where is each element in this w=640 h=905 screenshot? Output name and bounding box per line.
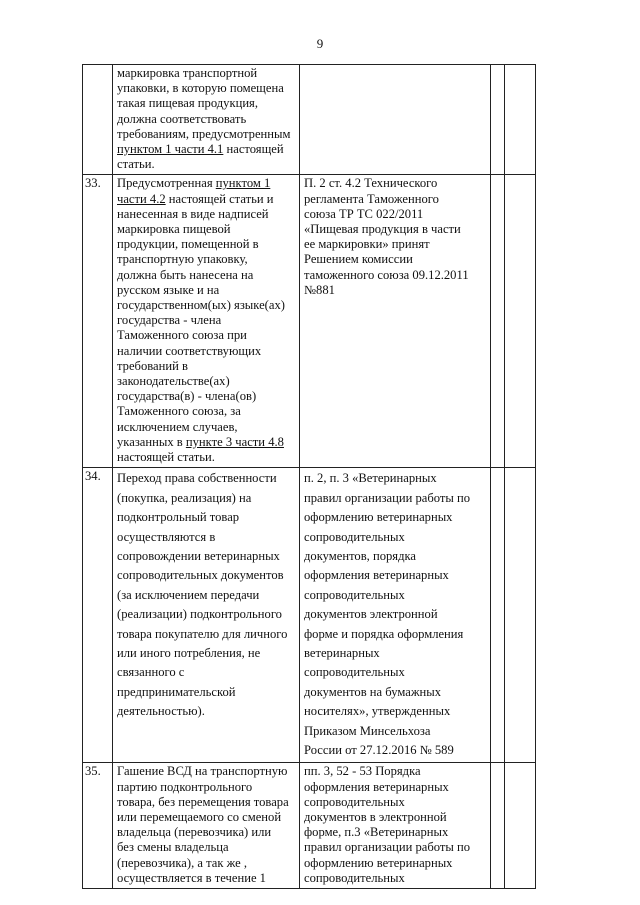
text-line <box>117 237 295 252</box>
text-line <box>304 702 486 721</box>
text-segment: настоящей статьи и <box>165 191 274 206</box>
text-line <box>117 825 295 840</box>
row-number <box>83 65 113 175</box>
text-line <box>304 605 486 624</box>
text-segment: оформления ветеринарных <box>304 779 449 794</box>
table-row <box>83 468 536 763</box>
text-segment: оформлению ветеринарных <box>304 855 453 870</box>
text-segment: или иного потребления, не <box>117 645 261 660</box>
text-segment: государственном(ых) языке(ах) <box>117 298 285 313</box>
text-line <box>304 489 486 508</box>
text-line <box>117 66 295 81</box>
text-line <box>117 222 295 237</box>
text-segment: правил организации работы по <box>304 490 471 505</box>
text-segment: документов электронной <box>304 607 438 622</box>
text-segment: ветеринарных <box>304 645 380 660</box>
text-segment: сопровождении ветеринарных <box>117 548 280 563</box>
text-segment: сопроводительных <box>304 587 405 602</box>
text-segment: исключением случаев, <box>117 419 238 434</box>
text-segment: настоящей <box>223 142 284 157</box>
text-segment: осуществляется в течение 1 <box>117 870 266 885</box>
empty-cell <box>505 763 536 889</box>
text-segment: (покупка, реализация) на <box>117 490 252 505</box>
text-line <box>304 764 486 779</box>
text-line <box>117 764 295 779</box>
table-row <box>83 763 536 889</box>
text-line <box>117 142 295 157</box>
text-line <box>117 283 295 298</box>
text-segment: таможенного союза 09.12.2011 <box>304 267 469 282</box>
text-line <box>117 81 295 96</box>
text-line <box>117 192 295 207</box>
text-line <box>117 298 295 313</box>
text-segment: предпринимательской <box>117 684 236 699</box>
text-line <box>117 856 295 871</box>
reference-link-text: части 4.2 <box>117 191 166 206</box>
text-segment: форме, п.3 «Ветеринарных <box>304 825 449 840</box>
text-segment: Предусмотренная <box>117 176 216 191</box>
text-line <box>304 176 486 191</box>
text-segment: партию подконтрольного <box>117 779 253 794</box>
text-line <box>117 780 295 795</box>
text-line <box>304 207 486 222</box>
text-line <box>117 450 295 465</box>
text-segment: №881 <box>304 282 335 297</box>
text-segment: связанного с <box>117 665 185 680</box>
text-line <box>117 840 295 855</box>
text-segment: сопроводительных <box>304 794 405 809</box>
text-line <box>304 780 486 795</box>
text-line <box>304 663 486 682</box>
text-segment: пп. 3, 52 - 53 Порядка <box>304 764 421 779</box>
text-segment: правил организации работы по <box>304 840 471 855</box>
text-segment: статьи. <box>117 157 155 172</box>
text-line <box>304 237 486 252</box>
empty-cell <box>491 65 505 175</box>
text-line <box>117 795 295 810</box>
text-segment: должна быть нанесена на <box>117 267 254 282</box>
text-segment: (реализации) подконтрольного <box>117 607 282 622</box>
text-segment: регламента Таможенного <box>304 191 439 206</box>
text-segment: (за исключением передачи <box>117 587 260 602</box>
text-segment: настоящей статьи. <box>117 450 215 465</box>
table-body <box>83 65 536 889</box>
text-line <box>304 795 486 810</box>
text-segment: документов в электронной <box>304 809 447 824</box>
text-segment: законодательстве(ах) <box>117 374 230 389</box>
text-line <box>117 644 295 663</box>
text-line <box>117 328 295 343</box>
text-line <box>117 683 295 702</box>
text-line <box>117 96 295 111</box>
text-line <box>304 283 486 298</box>
text-segment: наличии соответствующих <box>117 343 262 358</box>
text-segment: указанных в <box>117 434 186 449</box>
text-segment: подконтрольный товар <box>117 510 240 525</box>
text-segment: оформлению ветеринарных <box>304 510 453 525</box>
text-segment: сопроводительных <box>304 529 405 544</box>
text-segment: союза ТР ТС 022/2011 <box>304 206 424 221</box>
text-line <box>117 663 295 682</box>
text-segment: государства(в) - члена(ов) <box>117 389 257 404</box>
text-segment: Таможенного союза, за <box>117 404 241 419</box>
text-line <box>117 435 295 450</box>
text-segment: Приказом Минсельхоза <box>304 723 431 738</box>
empty-cell <box>505 468 536 763</box>
row-number: 33. <box>83 175 113 468</box>
text-line <box>117 702 295 721</box>
empty-cell <box>505 65 536 175</box>
text-line <box>117 112 295 127</box>
text-line <box>117 374 295 389</box>
text-line <box>304 469 486 488</box>
text-line <box>304 644 486 663</box>
text-line <box>304 252 486 267</box>
text-line <box>117 127 295 142</box>
row-number: 34. <box>83 468 113 763</box>
legal-source-cell <box>300 763 491 889</box>
text-line <box>117 871 295 886</box>
legal-source-cell <box>300 468 491 763</box>
text-line <box>304 625 486 644</box>
text-line <box>117 489 295 508</box>
text-line <box>304 566 486 585</box>
text-segment: п. 2, п. 3 «Ветеринарных <box>304 471 437 486</box>
text-line <box>117 157 295 172</box>
text-segment: требований в <box>117 358 188 373</box>
text-line <box>117 566 295 585</box>
reference-link-text: пункте 3 части 4.8 <box>185 434 284 449</box>
text-segment: Таможенного союза при <box>117 328 247 343</box>
text-line <box>304 268 486 283</box>
table-row <box>83 175 536 468</box>
text-line <box>304 508 486 527</box>
empty-cell <box>491 763 505 889</box>
text-line <box>117 586 295 605</box>
text-line <box>117 810 295 825</box>
text-segment: должна соответствовать <box>117 111 247 126</box>
text-line <box>117 420 295 435</box>
text-line <box>304 871 486 886</box>
text-segment: форме и порядка оформления <box>304 626 464 641</box>
text-line <box>117 252 295 267</box>
requirement-cell <box>113 468 300 763</box>
text-line <box>117 176 295 191</box>
text-segment: маркировка пищевой <box>117 222 231 237</box>
text-line <box>117 344 295 359</box>
text-segment: маркировка транспортной <box>117 66 258 80</box>
reference-link-text: пунктом 1 части 4.1 <box>117 142 224 157</box>
text-line <box>117 389 295 404</box>
text-segment: такая пищевая продукция, <box>117 96 258 111</box>
requirement-cell <box>113 175 300 468</box>
text-line <box>117 528 295 547</box>
text-segment: транспортную упаковку, <box>117 252 248 267</box>
legal-source-cell <box>300 175 491 468</box>
text-line <box>117 508 295 527</box>
empty-cell <box>491 468 505 763</box>
text-line <box>304 586 486 605</box>
text-line <box>117 207 295 222</box>
text-segment: сопроводительных <box>304 870 405 885</box>
row-number: 35. <box>83 763 113 889</box>
text-segment: документов на бумажных <box>304 684 442 699</box>
text-line <box>304 683 486 702</box>
text-segment: П. 2 ст. 4.2 Технического <box>304 176 438 191</box>
reference-link-text: пунктом 1 <box>215 176 271 191</box>
text-segment: России от 27.12.2016 № 589 <box>304 742 454 757</box>
legal-source-cell <box>300 65 491 175</box>
text-line <box>304 192 486 207</box>
text-segment: упаковки, в которую помещена <box>117 81 284 96</box>
text-line <box>304 722 486 741</box>
text-line <box>304 825 486 840</box>
requirement-cell <box>113 763 300 889</box>
text-segment: нанесенная в виде надписей <box>117 206 269 221</box>
text-line <box>304 547 486 566</box>
text-line <box>117 313 295 328</box>
text-segment: оформления ветеринарных <box>304 568 449 583</box>
text-segment: документов, порядка <box>304 548 417 563</box>
requirement-cell <box>113 65 300 175</box>
text-line <box>117 359 295 374</box>
text-segment: Переход права собственности <box>117 471 277 486</box>
text-segment: товара покупателю для личного <box>117 626 288 641</box>
text-line <box>117 469 295 488</box>
text-line <box>304 856 486 871</box>
text-segment: товара, без перемещения товара <box>117 794 289 809</box>
text-segment: сопроводительных документов <box>117 568 284 583</box>
text-segment: «Пищевая продукция в части <box>304 222 461 237</box>
text-line <box>304 840 486 855</box>
text-segment: владельца (перевозчика) или <box>117 825 272 840</box>
text-segment: Гашение ВСД на транспортную <box>117 764 288 779</box>
text-line <box>117 404 295 419</box>
text-segment: государства - члена <box>117 313 222 328</box>
text-segment: или перемещаемого со сменой <box>117 809 282 824</box>
text-segment: продукции, помещенной в <box>117 237 259 252</box>
text-line <box>117 547 295 566</box>
text-line <box>304 222 486 237</box>
text-segment: (перевозчика), а так же , <box>117 855 248 870</box>
text-segment: деятельностью). <box>117 704 205 719</box>
text-segment: требованиям, предусмотренным <box>117 126 291 141</box>
table-row <box>83 65 536 175</box>
text-line <box>304 528 486 547</box>
text-segment: ее маркировки» принят <box>304 237 430 252</box>
empty-cell <box>505 175 536 468</box>
empty-cell <box>491 175 505 468</box>
requirements-table <box>82 64 536 889</box>
text-segment: без смены владельца <box>117 840 229 855</box>
text-segment: русском языке и на <box>117 282 220 297</box>
text-segment: сопроводительных <box>304 665 405 680</box>
text-line <box>304 810 486 825</box>
text-line <box>117 268 295 283</box>
text-segment: носителях», утвержденных <box>304 704 451 719</box>
text-line <box>117 605 295 624</box>
text-segment: осуществляются в <box>117 529 216 544</box>
text-segment: Решением комиссии <box>304 252 413 267</box>
text-line <box>304 741 486 760</box>
page-number: 9 <box>316 36 324 51</box>
text-line <box>117 625 295 644</box>
